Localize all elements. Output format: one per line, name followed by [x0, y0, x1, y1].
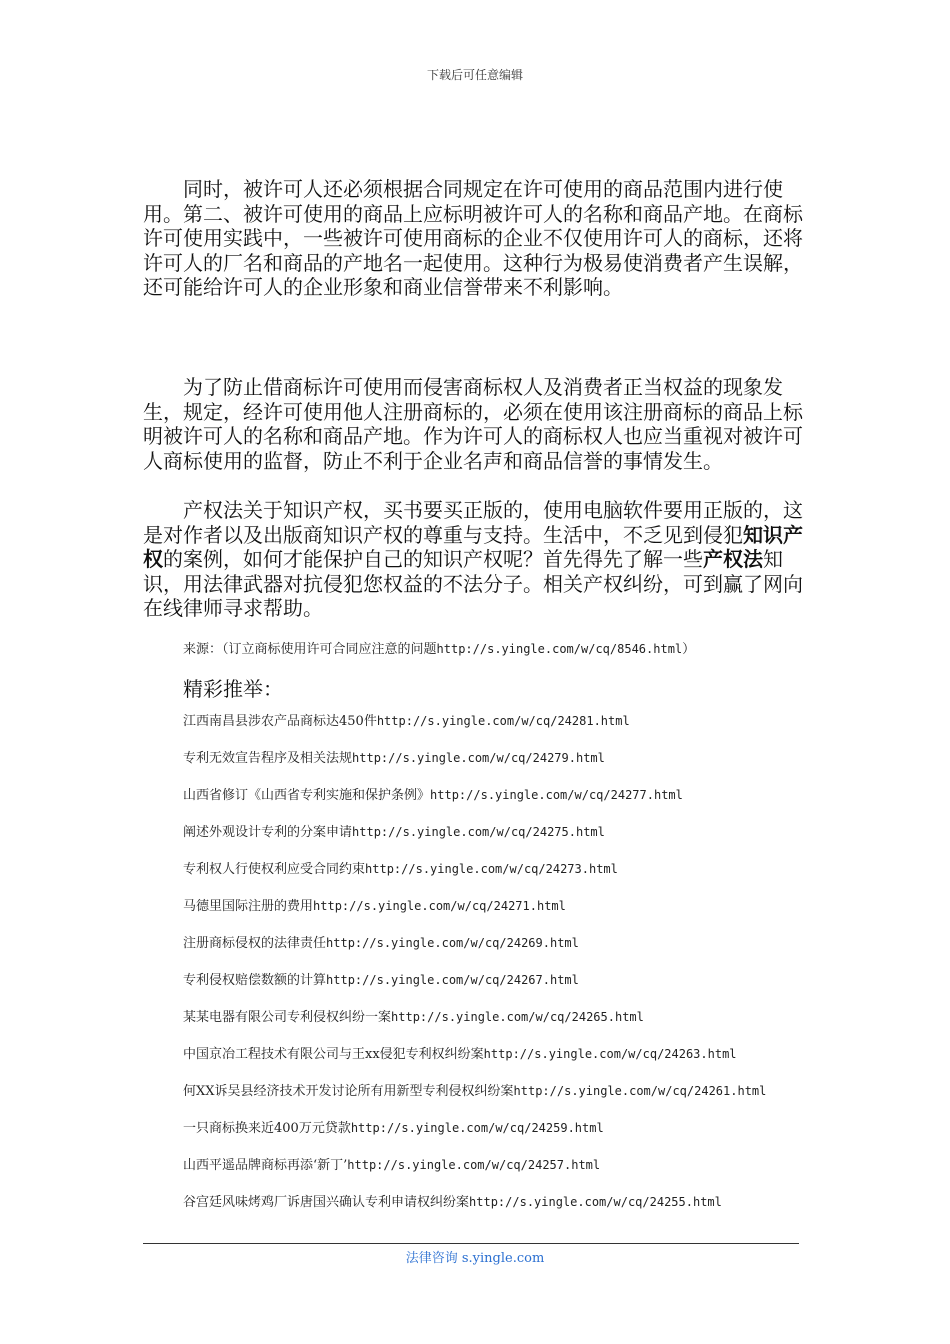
recommendation-item[interactable] — [183, 787, 766, 824]
keyword-property-law: 产权法 — [703, 547, 763, 571]
recommendation-link[interactable]: http://s.yingle.com/w/cq/24281.html — [376, 714, 630, 728]
recommendation-item[interactable] — [183, 861, 766, 898]
recommendation-item[interactable] — [183, 1120, 766, 1157]
recommendation-title: 一只商标换来近400万元贷款 — [183, 1121, 351, 1136]
recommendation-title: 某某电器有限公司专利侵权纠纷一案 — [183, 1010, 392, 1025]
source-line — [183, 638, 695, 657]
recommendation-title: 江西南昌县涉农产品商标达450件 — [183, 714, 377, 729]
recommendation-title: 阐述外观设计专利的分案申请 — [183, 825, 353, 840]
recommendation-link[interactable]: http://s.yingle.com/w/cq/24271.html — [313, 899, 566, 913]
recommendation-link[interactable]: http://s.yingle.com/w/cq/24275.html — [352, 825, 605, 839]
recommendation-title: 何XX诉吴县经济技术开发讨论所有用新型专利侵权纠纷案 — [183, 1084, 514, 1099]
recommendation-link[interactable]: http://s.yingle.com/w/cq/24255.html — [469, 1195, 722, 1209]
recommendation-title: 山西省修订《山西省专利实施和保护条例》 — [183, 788, 431, 803]
footer-link[interactable]: 法律咨询 s.yingle.com — [405, 1251, 545, 1266]
recommendation-title: 注册商标侵权的法律责任 — [183, 936, 327, 951]
paragraph-text-part: 产权法关于知识产权，买书要买正版的，使用电脑软件要用正版的，这是对作者以及出版商知识产权的尊重与支持。生活中，不乏见到侵犯 — [143, 498, 803, 547]
page-header-note: 下载后可任意编辑 — [426, 68, 523, 82]
recommendation-item[interactable] — [183, 750, 766, 787]
recommendation-item[interactable] — [183, 972, 766, 1009]
recommendation-link[interactable]: http://s.yingle.com/w/cq/24265.html — [391, 1010, 644, 1024]
paragraph-prevent-infringement: 为了防止借商标许可使用而侵害商标权人及消费者正当权益的现象发生，规定，经许可使用他人注册商标的，必须在使用该注册商标的商品上标明被许可人的名称和商品产地。作为许可人的商标权人也应当重视对被许可人商标使用的监督，防止不利于企业名声和商品信誉的事情发生。 — [143, 375, 803, 473]
paragraph-ip-law — [143, 498, 813, 621]
recommendation-item[interactable] — [183, 1009, 766, 1046]
recommendation-link[interactable]: http://s.yingle.com/w/cq/24269.html — [326, 936, 579, 950]
recommendation-title: 中国京冶工程技术有限公司与王xx侵犯专利权纠纷案 — [183, 1047, 484, 1062]
recommendation-link[interactable]: http://s.yingle.com/w/cq/24267.html — [326, 973, 579, 987]
recommendation-title: 专利权人行使权利应受合同约束 — [183, 862, 366, 877]
recommendation-link[interactable]: http://s.yingle.com/w/cq/24273.html — [365, 862, 618, 876]
paragraph-text-part: 知识，用法律武器对抗侵犯您权益的不法分子。相关产权纠纷，可到赢了网向在线律师寻求帮助。 — [143, 547, 803, 620]
paragraph-license-scope: 同时，被许可人还必须根据合同规定在许可使用的商品范围内进行使用。第二、被许可使用的商品上应标明被许可人的名称和商品产地。在商标许可使用实践中，一些被许可使用商标的企业不仅使用许可人的商标，还将许可人的厂名和商品的产地名一起使用。这种行为极易使消费者产生误解，还可能给许可人的企业形象和商业信誉带来不利影响。 — [143, 177, 803, 299]
recommendation-link[interactable]: http://s.yingle.com/w/cq/24257.html — [347, 1158, 601, 1172]
recommendation-link[interactable]: http://s.yingle.com/w/cq/24277.html — [430, 788, 683, 802]
source-link[interactable]: http://s.yingle.com/w/cq/8546.html — [436, 642, 683, 656]
recommendation-item[interactable] — [183, 713, 766, 750]
paragraph-text-part: 的案例，如何才能保护自己的知识产权呢？首先得先了解一些 — [163, 547, 703, 571]
footer-divider — [143, 1243, 799, 1244]
keyword-ip: 知识产权 — [143, 522, 803, 571]
recommendation-item[interactable] — [183, 1083, 766, 1120]
recommendation-link[interactable]: http://s.yingle.com/w/cq/24261.html — [513, 1084, 767, 1098]
recommendations-heading: 精彩推举： — [183, 677, 283, 701]
recommendation-link[interactable]: http://s.yingle.com/w/cq/24263.html — [483, 1047, 737, 1061]
recommendation-title: 山西平遥品牌商标再添‘新丁’ — [183, 1158, 348, 1173]
recommendation-item[interactable] — [183, 1194, 766, 1231]
source-prefix: 来源：（订立商标使用许可合同应注意的问题 — [183, 642, 437, 657]
recommendation-title: 专利侵权赔偿数额的计算 — [183, 973, 327, 988]
recommendation-link[interactable]: http://s.yingle.com/w/cq/24259.html — [350, 1121, 604, 1135]
recommendation-item[interactable] — [183, 824, 766, 861]
recommendation-item[interactable] — [183, 1046, 766, 1083]
recommendation-title: 马德里国际注册的费用 — [183, 899, 314, 914]
recommendation-item[interactable] — [183, 1157, 766, 1194]
recommendation-item[interactable] — [183, 898, 766, 935]
recommendation-link[interactable]: http://s.yingle.com/w/cq/24279.html — [352, 751, 605, 765]
recommendation-title: 谷宫廷风味烤鸡厂诉唐国兴确认专利申请权纠纷案 — [183, 1195, 470, 1210]
recommendations-list — [183, 713, 766, 1231]
source-suffix: ） — [682, 642, 696, 657]
recommendation-item[interactable] — [183, 935, 766, 972]
recommendation-title: 专利无效宣告程序及相关法规 — [183, 751, 353, 766]
